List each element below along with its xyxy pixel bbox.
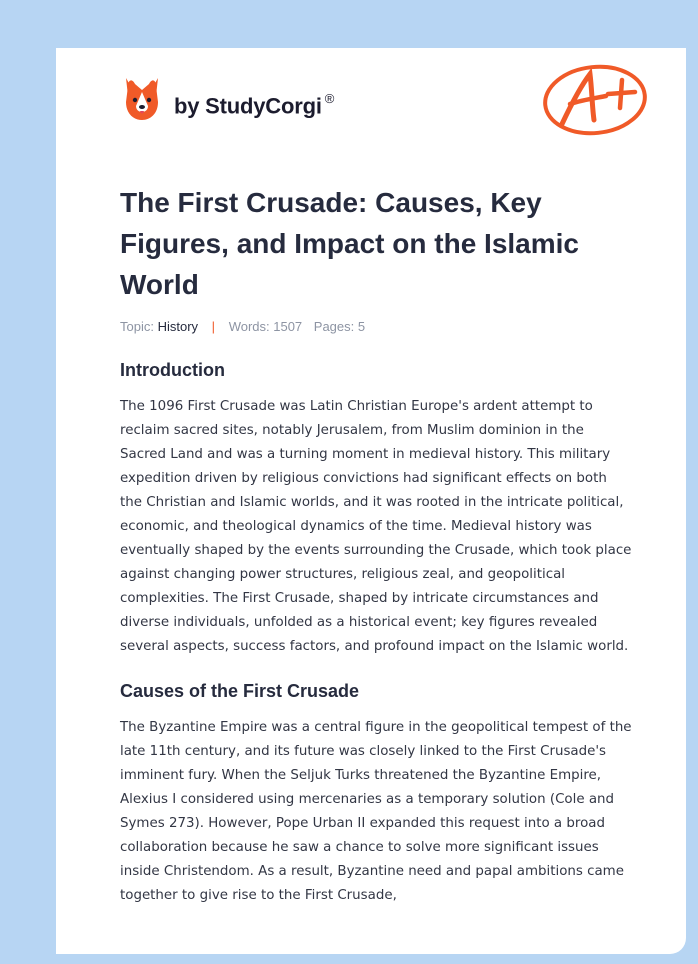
section-body-introduction: The 1096 First Crusade was Latin Christian Europe's ardent attempt to reclaim sacred sites, notably Jerusalem, from Muslim dominion in the Sacred Land and was a turning moment in medieval history. This military expedition driven by religious convictions had significant effects on both the Christian and Islamic worlds, and it was rooted in the intricate political, economic, and theological dynamics of the time. Medieval history was eventually shaped by the events surrounding the Crusade, which took place against changing power structures, religious zeal, and geopolitical complexities. The First Crusade, shaped by intricate circumstances and diverse individuals, unfolded as a historical event; key figures revealed several aspects, success factors, and profound impact on the Islamic world. bbox=[120, 399, 632, 654]
page-count: Pages: 5 bbox=[313, 319, 366, 334]
header bbox=[120, 76, 660, 146]
page-title: The First Crusade: Causes, Key Figures, and Impact on the Islamic World bbox=[120, 187, 579, 300]
section-heading-introduction: Introduction bbox=[120, 360, 225, 380]
topic-link[interactable]: History bbox=[157, 319, 199, 334]
corgi-logo-icon[interactable] bbox=[122, 76, 162, 122]
grade-a-plus-icon bbox=[540, 62, 650, 142]
topic-label: Topic: bbox=[120, 319, 154, 334]
meta-separator: | bbox=[211, 319, 216, 334]
section-heading-causes: Causes of the First Crusade bbox=[120, 681, 360, 701]
article-meta bbox=[120, 319, 632, 334]
word-count: Words: 1507 bbox=[228, 319, 303, 334]
section-body-causes: The Byzantine Empire was a central figure in the geopolitical tempest of the late 11th century, and its future was closely linked to the First Crusade's imminent fury. When the Seljuk Turks threatened the Byzantine Empire, Alexius I considered using mercenaries as a temporary solution (Cole and Symes 273). However, Pope Urban II expanded this request into a broad collaboration because he saw a chance to solve more significant issues inside Christendom. As a result, Byzantine need and papal ambitions came together to give rise to the First Crusade, bbox=[120, 720, 632, 903]
document-page bbox=[56, 48, 686, 954]
article bbox=[120, 182, 632, 908]
brand-name[interactable]: by StudyCorgi ® bbox=[174, 91, 335, 119]
registered-mark: ® bbox=[324, 91, 335, 106]
